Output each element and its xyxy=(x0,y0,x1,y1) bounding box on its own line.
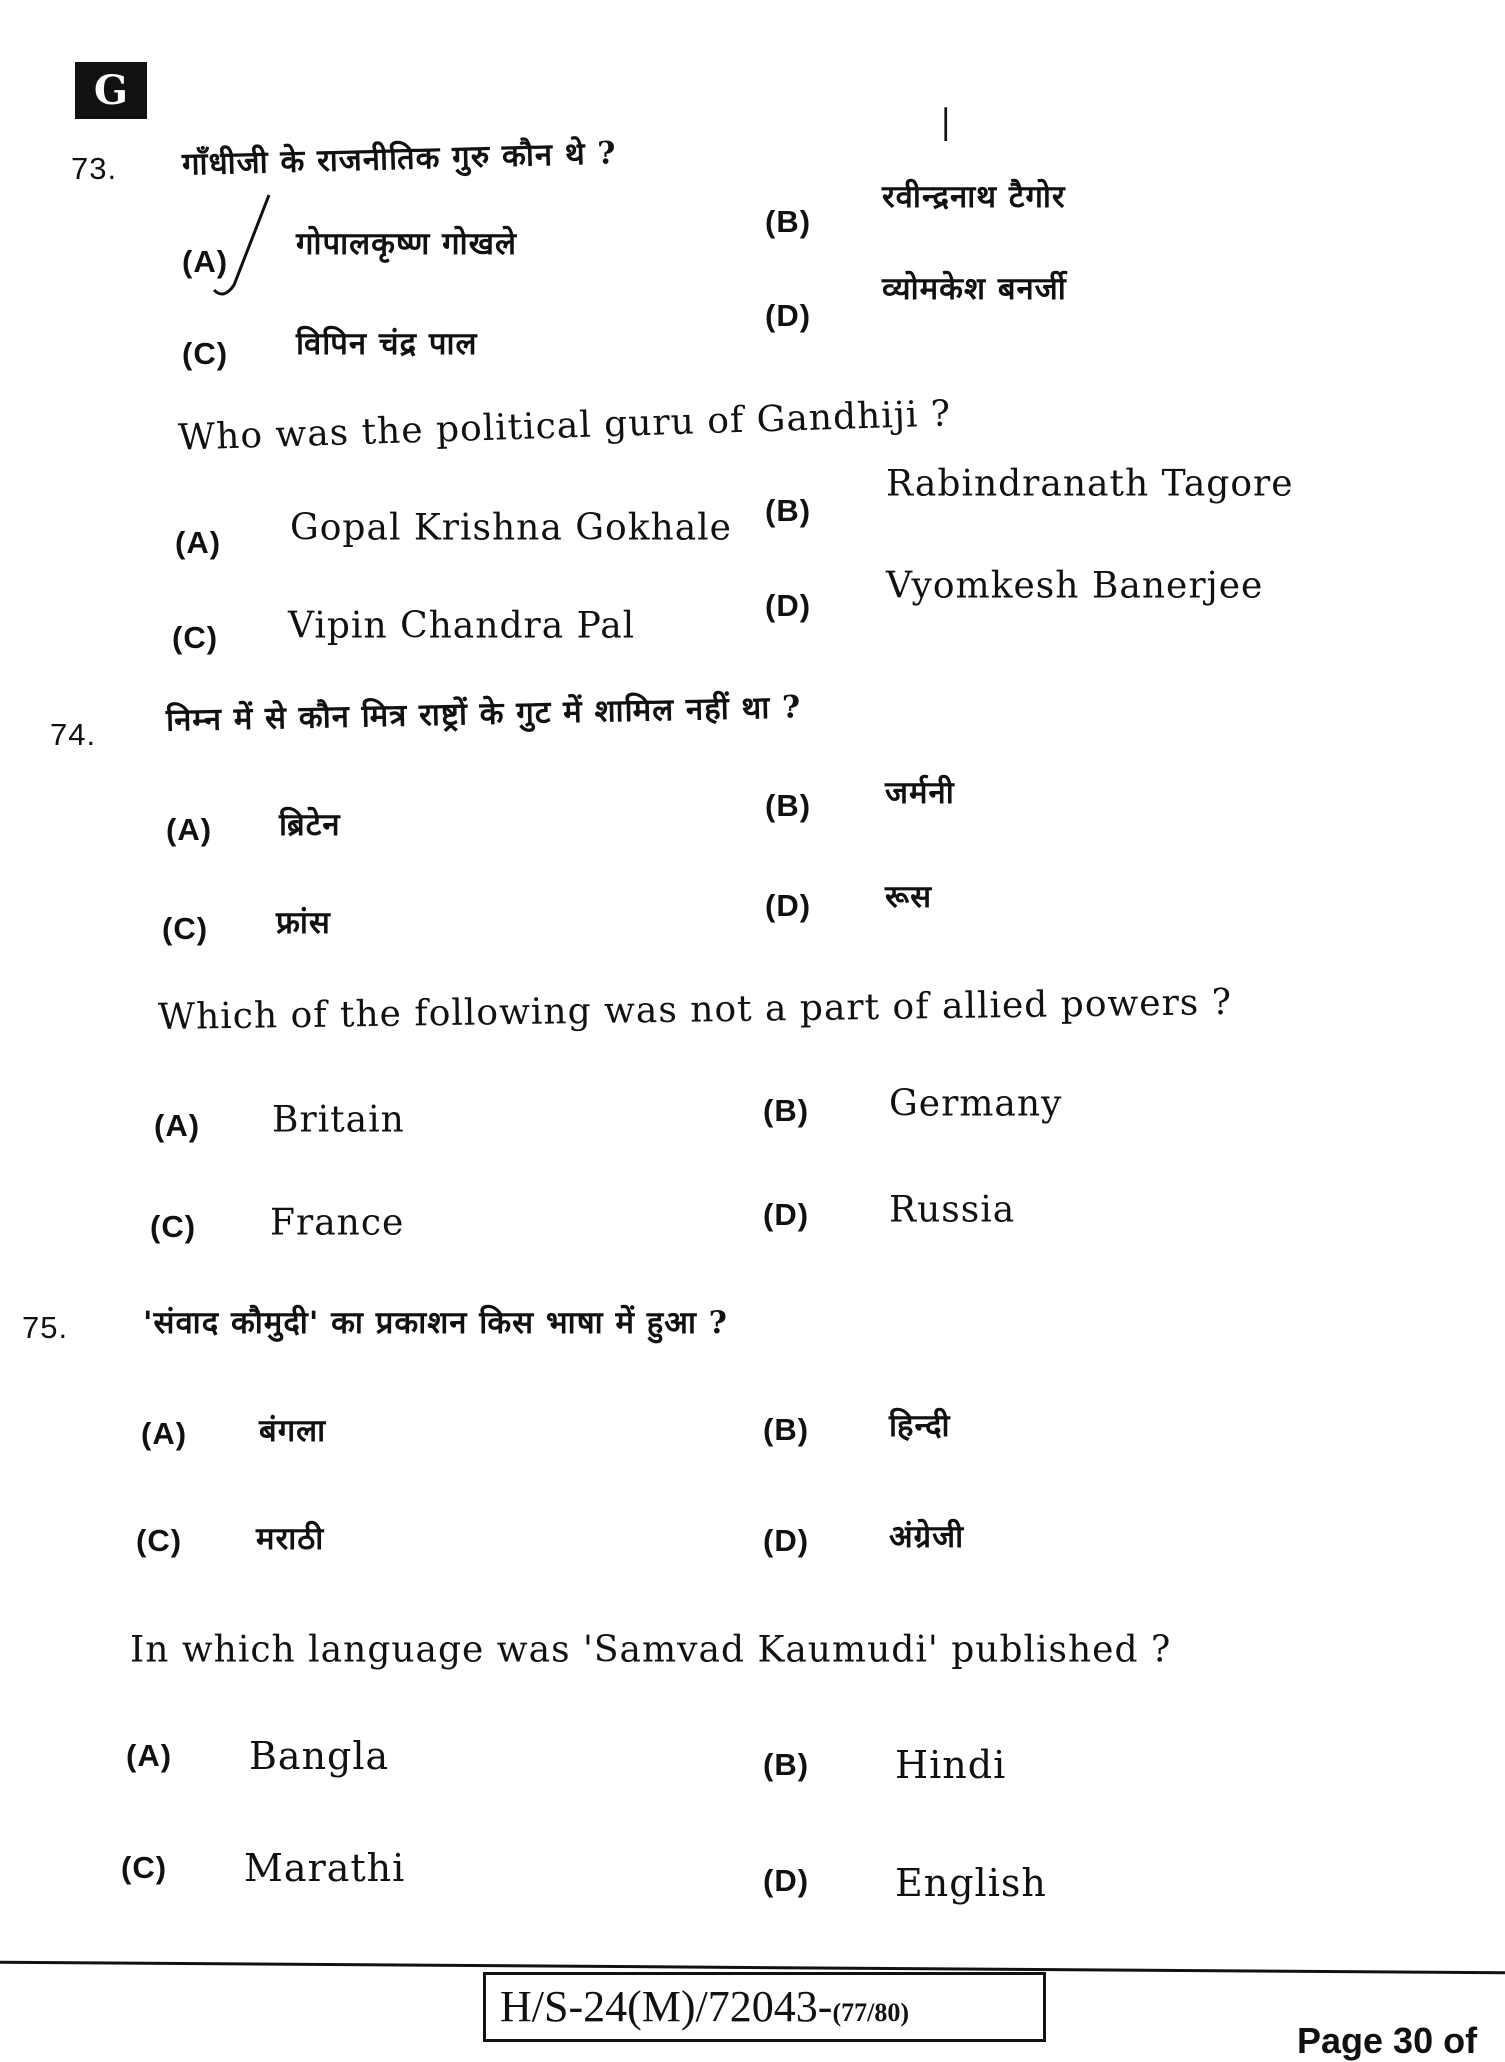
question-number: 74. xyxy=(50,717,97,752)
option-text: Russia xyxy=(889,1189,1016,1231)
option-text: Vyomkesh Banerjee xyxy=(886,565,1264,607)
option-text: France xyxy=(270,1202,405,1244)
option-text: Bangla xyxy=(249,1734,390,1778)
option-text: Vipin Chandra Pal xyxy=(288,605,636,647)
option-label: (D) xyxy=(765,888,812,923)
paper-code-suffix: (77/80) xyxy=(832,1998,909,2027)
set-badge: G xyxy=(75,62,147,119)
pen-mark: | xyxy=(940,102,953,142)
option-label: (C) xyxy=(150,1209,197,1244)
option-text: Marathi xyxy=(244,1846,406,1890)
option-label: (B) xyxy=(763,1747,810,1782)
option-label: (A) xyxy=(182,244,229,279)
option-text: हिन्दी xyxy=(889,1408,951,1444)
option-text: रवीन्द्रनाथ टैगोर xyxy=(882,179,1066,215)
option-label: (B) xyxy=(765,493,812,528)
option-label: (A) xyxy=(175,525,222,560)
question-english: In which language was 'Samvad Kaumudi' published ? xyxy=(130,1629,1172,1671)
option-label: (D) xyxy=(765,588,812,623)
option-label: (D) xyxy=(763,1197,810,1232)
question-english: Who was the political guru of Gandhiji ? xyxy=(177,393,952,459)
option-label: (D) xyxy=(765,298,812,333)
option-label: (C) xyxy=(121,1850,168,1885)
page-number: Page 30 of xyxy=(1297,2020,1478,2061)
option-label: (B) xyxy=(763,1093,810,1128)
option-label: (A) xyxy=(141,1416,188,1451)
option-label: (A) xyxy=(126,1738,173,1773)
option-text: Germany xyxy=(889,1083,1063,1125)
option-label: (C) xyxy=(162,911,209,946)
option-text: विपिन चंद्र पाल xyxy=(296,326,478,362)
paper-code-box xyxy=(483,1972,1046,2042)
option-text: जर्मनी xyxy=(885,775,955,811)
question-hindi: 'संवाद कौमुदी' का प्रकाशन किस भाषा में हुआ ? xyxy=(143,1305,728,1341)
option-label: (D) xyxy=(763,1863,810,1898)
option-text: Britain xyxy=(272,1099,405,1141)
option-text: फ्रांस xyxy=(276,905,331,941)
question-hindi: गाँधीजी के राजनीतिक गुरु कौन थे ? xyxy=(181,135,618,183)
option-text: Rabindranath Tagore xyxy=(886,463,1294,505)
option-label: (C) xyxy=(136,1523,183,1558)
option-text: Gopal Krishna Gokhale xyxy=(290,507,732,549)
option-text: Hindi xyxy=(895,1743,1007,1787)
option-text: मराठी xyxy=(256,1521,325,1557)
question-english: Which of the following was not a part of allied powers ? xyxy=(157,982,1233,1038)
question-number: 73. xyxy=(71,151,118,186)
paper-code: H/S-24(M)/72043- xyxy=(500,1982,833,2031)
option-text: व्योमकेश बनर्जी xyxy=(882,271,1067,307)
option-text: ब्रिटेन xyxy=(279,807,341,843)
option-label: (D) xyxy=(763,1523,810,1558)
option-text: English xyxy=(895,1861,1047,1905)
option-label: (C) xyxy=(172,620,219,655)
option-label: (B) xyxy=(765,788,812,823)
answer-tick-mark xyxy=(209,190,289,300)
option-text: गोपालकृष्ण गोखले xyxy=(296,226,517,262)
option-label: (A) xyxy=(154,1108,201,1143)
option-label: (B) xyxy=(763,1412,810,1447)
option-text: रूस xyxy=(885,879,933,915)
option-label: (C) xyxy=(182,336,229,371)
question-number: 75. xyxy=(22,1310,69,1345)
question-hindi: निम्न में से कौन मित्र राष्ट्रों के गुट में शामिल नहीं था ? xyxy=(165,689,802,739)
option-label: (A) xyxy=(166,812,213,847)
option-label: (B) xyxy=(765,204,812,239)
option-text: बंगला xyxy=(259,1413,327,1449)
option-text: अंग्रेजी xyxy=(889,1519,965,1555)
